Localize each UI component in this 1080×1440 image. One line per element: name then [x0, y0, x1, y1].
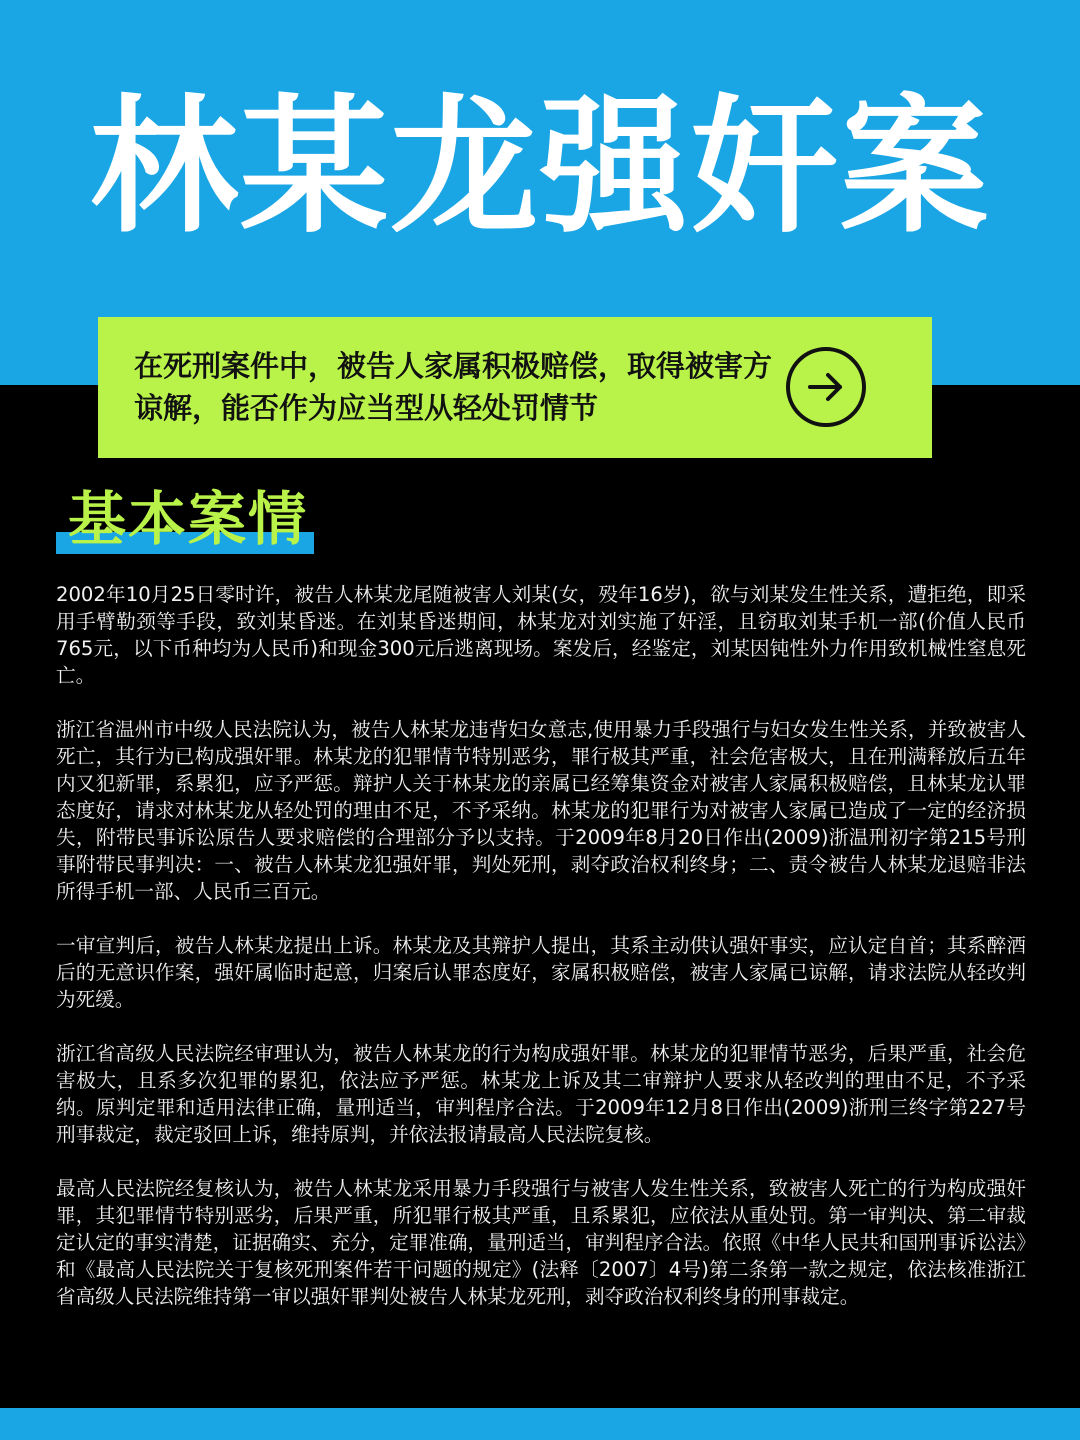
- page-title: 林某龙强奸案: [90, 81, 990, 253]
- arrow-right-icon: [804, 365, 848, 409]
- paragraph-supreme-court-review: 最高人民法院经复核认为，被告人林某龙采用暴力手段强行与被害人发生性关系，致被害人死亡的行为构成强奸罪，其犯罪情节特别恶劣，后果严重，所犯罪行极其严重，且系累犯，应依法从重处罚。第一审判决、第二审裁定认定的事实清楚，证据确实、充分，定罪准确，量刑适当，审判程序合法。依照《中华人民共和国刑事诉讼法》和《最高人民法院关于复核死刑案件若干问题的规定》(法释〔2007〕4号)第二条第一款之规定，依法核准浙江省高级人民法院维持第一审以强奸罪判处被告人林某龙死刑，剥夺政治权利终身的刑事裁定。: [56, 1177, 1026, 1308]
- paragraph-first-instance: 浙江省温州市中级人民法院认为，被告人林某龙违背妇女意志,使用暴力手段强行与妇女发生性关系，并致被害人死亡，其行为已构成强奸罪。林某龙的犯罪情节特别恶劣，罪行极其严重，社会危害极大，且在刑满释放后五年内又犯新罪，系累犯，应予严惩。辩护人关于林某龙的亲属已经筹集资金对被害人家属积极赔偿，且林某龙认罪态度好，请求对林某龙从轻处罚的理由不足，不予采纳。林某龙的犯罪行为对被害人家属已造成了一定的经济损失，附带民事诉讼原告人要求赔偿的合理部分予以支持。于2009年8月20日作出(2009)浙温刑初字第215号刑事附带民事判决：一、被告人林某龙犯强奸罪，判处死刑，剥夺政治权利终身；二、责令被告人林某龙退赔非法所得手机一部、人民币三百元。: [56, 718, 1026, 903]
- bottom-blue-band: [0, 1408, 1080, 1440]
- paragraph-case-facts: 2002年10月25日零时许，被告人林某龙尾随被害人刘某(女，殁年16岁)，欲与刘某发生性关系，遭拒绝，即采用手臂勒颈等手段，致刘某昏迷。在刘某昏迷期间，林某龙对刘实施了奸淫，且窃取刘某手机一部(价值人民币765元，以下币种均为人民币)和现金300元后逃离现场。案发后，经鉴定，刘某因钝性外力作用致机械性窒息死亡。: [56, 583, 1026, 687]
- question-callout[interactable]: [98, 317, 932, 458]
- arrow-right-circle-icon[interactable]: [786, 347, 866, 427]
- section-heading: [56, 486, 318, 558]
- case-content: [56, 581, 1026, 1337]
- paragraph-second-instance: 浙江省高级人民法院经审理认为，被告人林某龙的行为构成强奸罪。林某龙的犯罪情节恶劣，后果严重，社会危害极大，且系多次犯罪的累犯，依法应予严惩。林某龙上诉及其二审辩护人要求从轻改判的理由不足，不予采纳。原判定罪和适用法律正确，量刑适当，审判程序合法。于2009年12月8日作出(2009)浙刑三终字第227号刑事裁定，裁定驳回上诉，维持原判，并依法报请最高人民法院复核。: [56, 1042, 1026, 1146]
- paragraph-appeal: 一审宣判后，被告人林某龙提出上诉。林某龙及其辩护人提出，其系主动供认强奸事实，应认定自首；其系醉酒后的无意识作案，强奸属临时起意，归案后认罪态度好，家属积极赔偿，被害人家属已谅解，请求法院从轻改判为死缓。: [56, 934, 1026, 1011]
- question-text: 在死刑案件中，被告人家属积极赔偿，取得被害方谅解，能否作为应当型从轻处罚情节: [134, 349, 773, 425]
- section-title: 基本案情: [68, 485, 309, 553]
